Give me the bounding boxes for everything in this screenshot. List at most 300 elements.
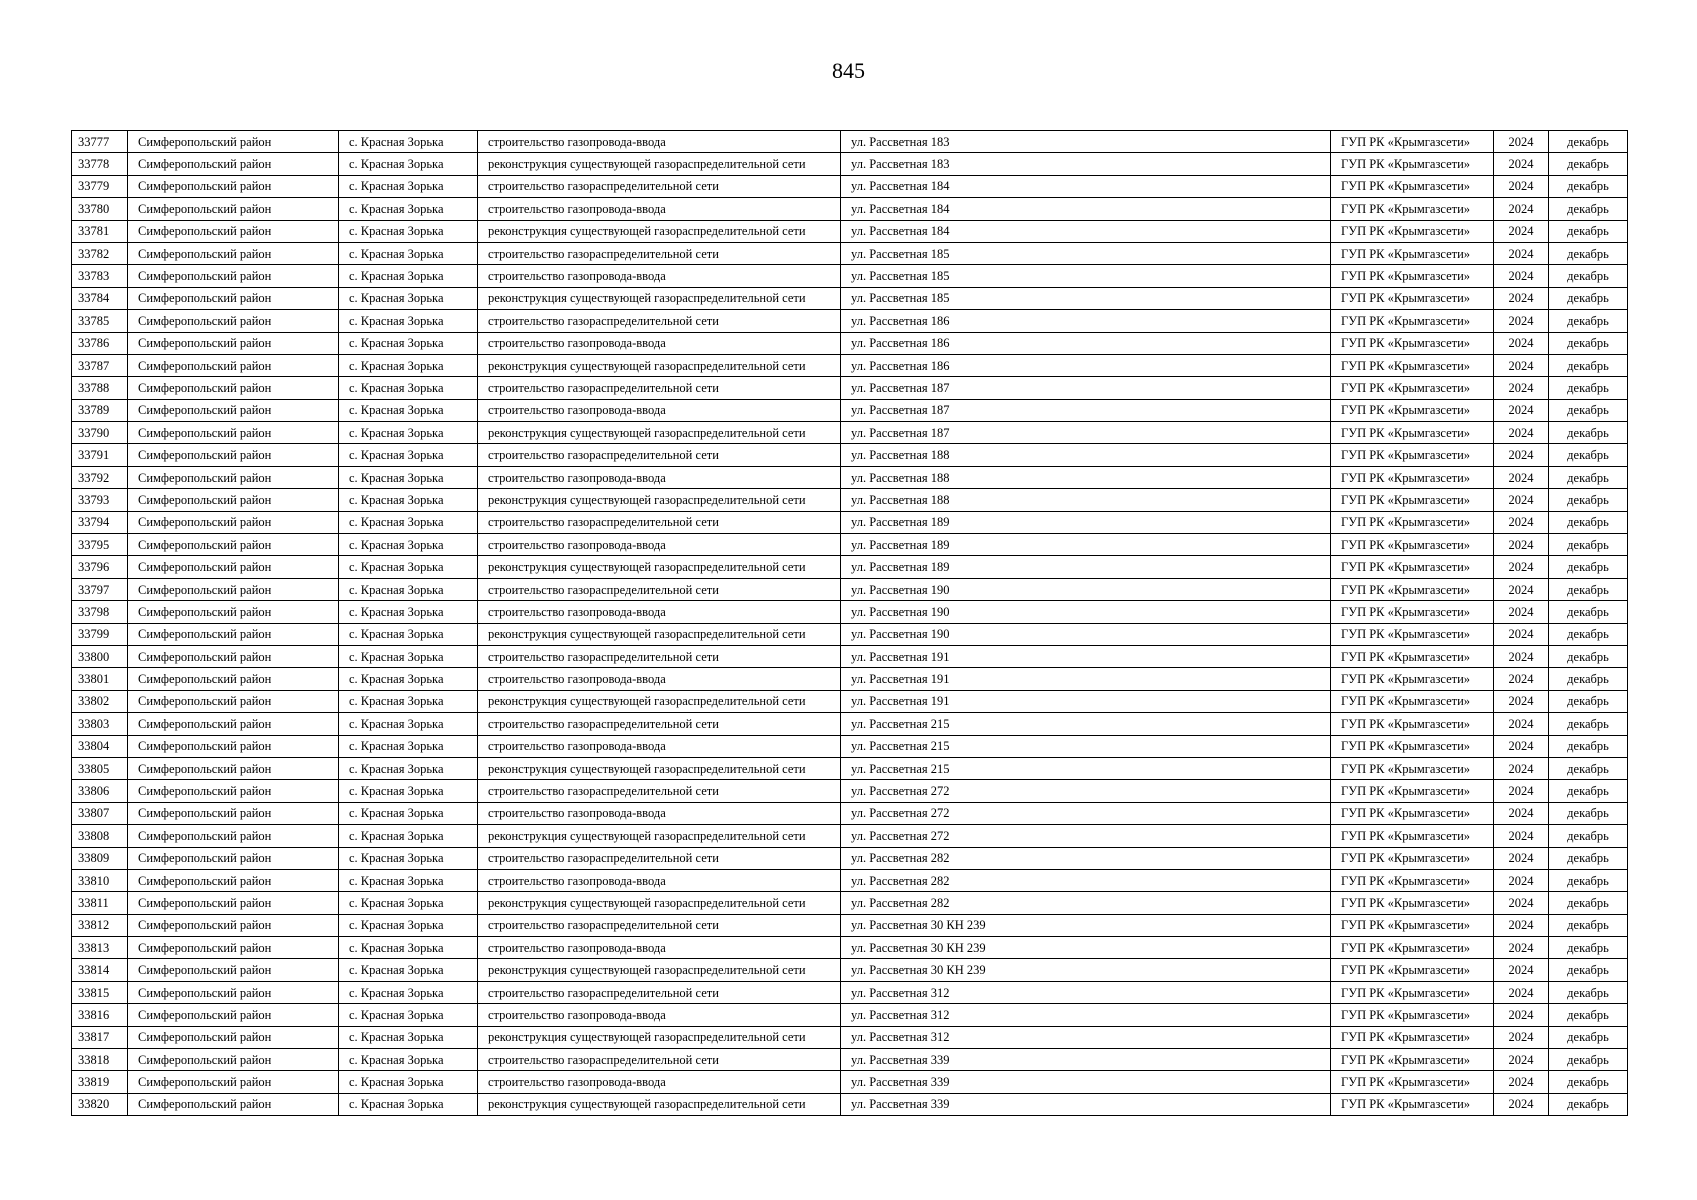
month-cell: декабрь — [1549, 690, 1628, 712]
record-number-cell: 33809 — [72, 847, 128, 869]
district-cell: Симферопольский район — [128, 1093, 339, 1115]
district-cell: Симферопольский район — [128, 847, 339, 869]
table-row — [72, 422, 1628, 444]
month-cell: декабрь — [1549, 466, 1628, 488]
organization-cell: ГУП РК «Крымгазсети» — [1331, 869, 1494, 891]
month-cell: декабрь — [1549, 757, 1628, 779]
organization-cell: ГУП РК «Крымгазсети» — [1331, 534, 1494, 556]
work-type-cell: строительство газопровода-ввода — [478, 198, 841, 220]
work-type-cell: строительство газопровода-ввода — [478, 668, 841, 690]
record-number-cell: 33804 — [72, 735, 128, 757]
settlement-cell: с. Красная Зорька — [339, 310, 478, 332]
settlement-cell: с. Красная Зорька — [339, 489, 478, 511]
month-cell: декабрь — [1549, 153, 1628, 175]
district-cell: Симферопольский район — [128, 623, 339, 645]
work-type-cell: реконструкция существующей газораспределительной сети — [478, 556, 841, 578]
month-cell: декабрь — [1549, 645, 1628, 667]
table-row — [72, 556, 1628, 578]
record-number-cell: 33807 — [72, 802, 128, 824]
work-type-cell: строительство газопровода-ввода — [478, 1004, 841, 1026]
organization-cell: ГУП РК «Крымгазсети» — [1331, 377, 1494, 399]
month-cell: декабрь — [1549, 354, 1628, 376]
work-type-cell: строительство газораспределительной сети — [478, 1049, 841, 1071]
table-row — [72, 1093, 1628, 1115]
organization-cell: ГУП РК «Крымгазсети» — [1331, 735, 1494, 757]
address-cell: ул. Рассветная 184 — [841, 220, 1331, 242]
table-row — [72, 690, 1628, 712]
district-cell: Симферопольский район — [128, 780, 339, 802]
record-number-cell: 33797 — [72, 578, 128, 600]
work-type-cell: реконструкция существующей газораспределительной сети — [478, 959, 841, 981]
table-row — [72, 220, 1628, 242]
address-cell: ул. Рассветная 191 — [841, 690, 1331, 712]
district-cell: Симферопольский район — [128, 153, 339, 175]
address-cell: ул. Рассветная 190 — [841, 623, 1331, 645]
year-cell: 2024 — [1494, 1026, 1549, 1048]
district-cell: Симферопольский район — [128, 690, 339, 712]
address-cell: ул. Рассветная 185 — [841, 265, 1331, 287]
organization-cell: ГУП РК «Крымгазсети» — [1331, 802, 1494, 824]
organization-cell: ГУП РК «Крымгазсети» — [1331, 825, 1494, 847]
year-cell: 2024 — [1494, 1093, 1549, 1115]
record-number-cell: 33802 — [72, 690, 128, 712]
table-row — [72, 914, 1628, 936]
district-cell: Симферопольский район — [128, 959, 339, 981]
year-cell: 2024 — [1494, 354, 1549, 376]
organization-cell: ГУП РК «Крымгазсети» — [1331, 220, 1494, 242]
year-cell: 2024 — [1494, 690, 1549, 712]
settlement-cell: с. Красная Зорька — [339, 1071, 478, 1093]
record-number-cell: 33785 — [72, 310, 128, 332]
district-cell: Симферопольский район — [128, 757, 339, 779]
settlement-cell: с. Красная Зорька — [339, 511, 478, 533]
year-cell: 2024 — [1494, 757, 1549, 779]
record-number-cell: 33815 — [72, 981, 128, 1003]
work-type-cell: строительство газораспределительной сети — [478, 377, 841, 399]
year-cell: 2024 — [1494, 892, 1549, 914]
settlement-cell: с. Красная Зорька — [339, 332, 478, 354]
organization-cell: ГУП РК «Крымгазсети» — [1331, 198, 1494, 220]
record-number-cell: 33783 — [72, 265, 128, 287]
organization-cell: ГУП РК «Крымгазсети» — [1331, 892, 1494, 914]
organization-cell: ГУП РК «Крымгазсети» — [1331, 645, 1494, 667]
address-cell: ул. Рассветная 186 — [841, 310, 1331, 332]
year-cell: 2024 — [1494, 444, 1549, 466]
settlement-cell: с. Красная Зорька — [339, 131, 478, 153]
address-cell: ул. Рассветная 185 — [841, 242, 1331, 264]
month-cell: декабрь — [1549, 444, 1628, 466]
record-number-cell: 33786 — [72, 332, 128, 354]
year-cell: 2024 — [1494, 645, 1549, 667]
month-cell: декабрь — [1549, 735, 1628, 757]
month-cell: декабрь — [1549, 802, 1628, 824]
organization-cell: ГУП РК «Крымгазсети» — [1331, 265, 1494, 287]
table-row — [72, 198, 1628, 220]
settlement-cell: с. Красная Зорька — [339, 1004, 478, 1026]
settlement-cell: с. Красная Зорька — [339, 578, 478, 600]
work-type-cell: строительство газопровода-ввода — [478, 534, 841, 556]
record-number-cell: 33779 — [72, 175, 128, 197]
work-type-cell: строительство газопровода-ввода — [478, 735, 841, 757]
year-cell: 2024 — [1494, 623, 1549, 645]
year-cell: 2024 — [1494, 220, 1549, 242]
settlement-cell: с. Красная Зорька — [339, 645, 478, 667]
organization-cell: ГУП РК «Крымгазсети» — [1331, 780, 1494, 802]
address-cell: ул. Рассветная 190 — [841, 578, 1331, 600]
month-cell: декабрь — [1549, 131, 1628, 153]
record-number-cell: 33791 — [72, 444, 128, 466]
table-row — [72, 377, 1628, 399]
year-cell: 2024 — [1494, 153, 1549, 175]
record-number-cell: 33790 — [72, 422, 128, 444]
address-cell: ул. Рассветная 30 КН 239 — [841, 914, 1331, 936]
table-row — [72, 892, 1628, 914]
work-type-cell: строительство газораспределительной сети — [478, 847, 841, 869]
month-cell: декабрь — [1549, 310, 1628, 332]
month-cell: декабрь — [1549, 937, 1628, 959]
record-number-cell: 33777 — [72, 131, 128, 153]
work-type-cell: строительство газопровода-ввода — [478, 399, 841, 421]
work-type-cell: строительство газораспределительной сети — [478, 713, 841, 735]
district-cell: Симферопольский район — [128, 937, 339, 959]
year-cell: 2024 — [1494, 578, 1549, 600]
table-row — [72, 332, 1628, 354]
organization-cell: ГУП РК «Крымгазсети» — [1331, 623, 1494, 645]
record-number-cell: 33782 — [72, 242, 128, 264]
table-row — [72, 959, 1628, 981]
table-row — [72, 937, 1628, 959]
settlement-cell: с. Красная Зорька — [339, 601, 478, 623]
work-type-cell: строительство газораспределительной сети — [478, 914, 841, 936]
district-cell: Симферопольский район — [128, 310, 339, 332]
year-cell: 2024 — [1494, 310, 1549, 332]
month-cell: декабрь — [1549, 265, 1628, 287]
table-row — [72, 534, 1628, 556]
address-cell: ул. Рассветная 339 — [841, 1093, 1331, 1115]
work-type-cell: строительство газопровода-ввода — [478, 131, 841, 153]
table-row — [72, 1026, 1628, 1048]
settlement-cell: с. Красная Зорька — [339, 959, 478, 981]
table-row — [72, 847, 1628, 869]
month-cell: декабрь — [1549, 1093, 1628, 1115]
table-row — [72, 489, 1628, 511]
organization-cell: ГУП РК «Крымгазсети» — [1331, 1093, 1494, 1115]
district-cell: Симферопольский район — [128, 466, 339, 488]
settlement-cell: с. Красная Зорька — [339, 466, 478, 488]
table-row — [72, 310, 1628, 332]
settlement-cell: с. Красная Зорька — [339, 242, 478, 264]
address-cell: ул. Рассветная 189 — [841, 556, 1331, 578]
table-row — [72, 354, 1628, 376]
settlement-cell: с. Красная Зорька — [339, 175, 478, 197]
work-type-cell: реконструкция существующей газораспределительной сети — [478, 1026, 841, 1048]
record-number-cell: 33798 — [72, 601, 128, 623]
district-cell: Симферопольский район — [128, 825, 339, 847]
district-cell: Симферопольский район — [128, 220, 339, 242]
year-cell: 2024 — [1494, 713, 1549, 735]
work-type-cell: строительство газопровода-ввода — [478, 332, 841, 354]
month-cell: декабрь — [1549, 332, 1628, 354]
work-type-cell: строительство газораспределительной сети — [478, 780, 841, 802]
record-number-cell: 33813 — [72, 937, 128, 959]
month-cell: декабрь — [1549, 1004, 1628, 1026]
year-cell: 2024 — [1494, 981, 1549, 1003]
settlement-cell: с. Красная Зорька — [339, 869, 478, 891]
address-cell: ул. Рассветная 339 — [841, 1071, 1331, 1093]
settlement-cell: с. Красная Зорька — [339, 757, 478, 779]
record-number-cell: 33820 — [72, 1093, 128, 1115]
year-cell: 2024 — [1494, 668, 1549, 690]
year-cell: 2024 — [1494, 735, 1549, 757]
record-number-cell: 33806 — [72, 780, 128, 802]
organization-cell: ГУП РК «Крымгазсети» — [1331, 466, 1494, 488]
record-number-cell: 33795 — [72, 534, 128, 556]
district-cell: Симферопольский район — [128, 735, 339, 757]
year-cell: 2024 — [1494, 489, 1549, 511]
district-cell: Симферопольский район — [128, 1004, 339, 1026]
month-cell: декабрь — [1549, 1049, 1628, 1071]
work-type-cell: реконструкция существующей газораспределительной сети — [478, 1093, 841, 1115]
work-type-cell: реконструкция существующей газораспределительной сети — [478, 354, 841, 376]
address-cell: ул. Рассветная 215 — [841, 735, 1331, 757]
record-number-cell: 33799 — [72, 623, 128, 645]
settlement-cell: с. Красная Зорька — [339, 153, 478, 175]
settlement-cell: с. Красная Зорька — [339, 713, 478, 735]
year-cell: 2024 — [1494, 802, 1549, 824]
month-cell: декабрь — [1549, 892, 1628, 914]
year-cell: 2024 — [1494, 332, 1549, 354]
work-type-cell: реконструкция существующей газораспределительной сети — [478, 690, 841, 712]
district-cell: Симферопольский район — [128, 914, 339, 936]
district-cell: Симферопольский район — [128, 354, 339, 376]
work-type-cell: строительство газопровода-ввода — [478, 802, 841, 824]
address-cell: ул. Рассветная 189 — [841, 511, 1331, 533]
address-cell: ул. Рассветная 30 КН 239 — [841, 959, 1331, 981]
address-cell: ул. Рассветная 312 — [841, 1004, 1331, 1026]
district-cell: Симферопольский район — [128, 287, 339, 309]
organization-cell: ГУП РК «Крымгазсети» — [1331, 422, 1494, 444]
record-number-cell: 33818 — [72, 1049, 128, 1071]
district-cell: Симферопольский район — [128, 422, 339, 444]
record-number-cell: 33780 — [72, 198, 128, 220]
settlement-cell: с. Красная Зорька — [339, 914, 478, 936]
record-number-cell: 33781 — [72, 220, 128, 242]
district-cell: Симферопольский район — [128, 377, 339, 399]
organization-cell: ГУП РК «Крымгазсети» — [1331, 713, 1494, 735]
district-cell: Симферопольский район — [128, 198, 339, 220]
district-cell: Симферопольский район — [128, 332, 339, 354]
table-row — [72, 780, 1628, 802]
organization-cell: ГУП РК «Крымгазсети» — [1331, 601, 1494, 623]
record-number-cell: 33803 — [72, 713, 128, 735]
settlement-cell: с. Красная Зорька — [339, 422, 478, 444]
year-cell: 2024 — [1494, 511, 1549, 533]
district-cell: Симферопольский район — [128, 265, 339, 287]
month-cell: декабрь — [1549, 869, 1628, 891]
organization-cell: ГУП РК «Крымгазсети» — [1331, 489, 1494, 511]
year-cell: 2024 — [1494, 422, 1549, 444]
organization-cell: ГУП РК «Крымгазсети» — [1331, 937, 1494, 959]
work-type-cell: строительство газопровода-ввода — [478, 601, 841, 623]
month-cell: декабрь — [1549, 1026, 1628, 1048]
year-cell: 2024 — [1494, 377, 1549, 399]
district-cell: Симферопольский район — [128, 869, 339, 891]
work-type-cell: строительство газораспределительной сети — [478, 645, 841, 667]
year-cell: 2024 — [1494, 131, 1549, 153]
year-cell: 2024 — [1494, 1071, 1549, 1093]
record-number-cell: 33812 — [72, 914, 128, 936]
address-cell: ул. Рассветная 339 — [841, 1049, 1331, 1071]
district-cell: Симферопольский район — [128, 534, 339, 556]
record-number-cell: 33816 — [72, 1004, 128, 1026]
work-type-cell: строительство газораспределительной сети — [478, 310, 841, 332]
table-row — [72, 1071, 1628, 1093]
district-cell: Симферопольский район — [128, 511, 339, 533]
organization-cell: ГУП РК «Крымгазсети» — [1331, 153, 1494, 175]
registry-table — [71, 130, 1628, 1116]
address-cell: ул. Рассветная 282 — [841, 892, 1331, 914]
month-cell: декабрь — [1549, 220, 1628, 242]
record-number-cell: 33800 — [72, 645, 128, 667]
month-cell: декабрь — [1549, 511, 1628, 533]
district-cell: Симферопольский район — [128, 668, 339, 690]
address-cell: ул. Рассветная 187 — [841, 399, 1331, 421]
district-cell: Симферопольский район — [128, 556, 339, 578]
table-row — [72, 153, 1628, 175]
month-cell: декабрь — [1549, 981, 1628, 1003]
table-row — [72, 287, 1628, 309]
organization-cell: ГУП РК «Крымгазсети» — [1331, 1026, 1494, 1048]
address-cell: ул. Рассветная 187 — [841, 422, 1331, 444]
year-cell: 2024 — [1494, 1004, 1549, 1026]
table-row — [72, 802, 1628, 824]
address-cell: ул. Рассветная 183 — [841, 153, 1331, 175]
record-number-cell: 33796 — [72, 556, 128, 578]
table-row — [72, 511, 1628, 533]
month-cell: декабрь — [1549, 623, 1628, 645]
address-cell: ул. Рассветная 183 — [841, 131, 1331, 153]
month-cell: декабрь — [1549, 556, 1628, 578]
table-row — [72, 668, 1628, 690]
organization-cell: ГУП РК «Крымгазсети» — [1331, 1004, 1494, 1026]
organization-cell: ГУП РК «Крымгазсети» — [1331, 242, 1494, 264]
settlement-cell: с. Красная Зорька — [339, 287, 478, 309]
record-number-cell: 33778 — [72, 153, 128, 175]
address-cell: ул. Рассветная 190 — [841, 601, 1331, 623]
record-number-cell: 33810 — [72, 869, 128, 891]
year-cell: 2024 — [1494, 869, 1549, 891]
organization-cell: ГУП РК «Крымгазсети» — [1331, 399, 1494, 421]
organization-cell: ГУП РК «Крымгазсети» — [1331, 847, 1494, 869]
district-cell: Симферопольский район — [128, 444, 339, 466]
month-cell: декабрь — [1549, 422, 1628, 444]
organization-cell: ГУП РК «Крымгазсети» — [1331, 556, 1494, 578]
month-cell: декабрь — [1549, 601, 1628, 623]
table-row — [72, 131, 1628, 153]
work-type-cell: реконструкция существующей газораспределительной сети — [478, 623, 841, 645]
year-cell: 2024 — [1494, 914, 1549, 936]
record-number-cell: 33789 — [72, 399, 128, 421]
record-number-cell: 33805 — [72, 757, 128, 779]
page-number: 845 — [832, 58, 865, 83]
work-type-cell: строительство газораспределительной сети — [478, 444, 841, 466]
address-cell: ул. Рассветная 188 — [841, 489, 1331, 511]
month-cell: декабрь — [1549, 242, 1628, 264]
month-cell: декабрь — [1549, 1071, 1628, 1093]
work-type-cell: реконструкция существующей газораспределительной сети — [478, 892, 841, 914]
address-cell: ул. Рассветная 191 — [841, 645, 1331, 667]
work-type-cell: строительство газопровода-ввода — [478, 466, 841, 488]
record-number-cell: 33811 — [72, 892, 128, 914]
district-cell: Симферопольский район — [128, 601, 339, 623]
month-cell: декабрь — [1549, 377, 1628, 399]
district-cell: Симферопольский район — [128, 802, 339, 824]
address-cell: ул. Рассветная 215 — [841, 757, 1331, 779]
settlement-cell: с. Красная Зорька — [339, 198, 478, 220]
settlement-cell: с. Красная Зорька — [339, 399, 478, 421]
work-type-cell: реконструкция существующей газораспределительной сети — [478, 287, 841, 309]
work-type-cell: строительство газораспределительной сети — [478, 578, 841, 600]
table-row — [72, 869, 1628, 891]
table-row — [72, 645, 1628, 667]
year-cell: 2024 — [1494, 601, 1549, 623]
year-cell: 2024 — [1494, 847, 1549, 869]
address-cell: ул. Рассветная 272 — [841, 802, 1331, 824]
organization-cell: ГУП РК «Крымгазсети» — [1331, 511, 1494, 533]
district-cell: Симферопольский район — [128, 242, 339, 264]
district-cell: Симферопольский район — [128, 131, 339, 153]
work-type-cell: реконструкция существующей газораспределительной сети — [478, 220, 841, 242]
work-type-cell: строительство газопровода-ввода — [478, 869, 841, 891]
table-row — [72, 825, 1628, 847]
address-cell: ул. Рассветная 30 КН 239 — [841, 937, 1331, 959]
table-row — [72, 713, 1628, 735]
settlement-cell: с. Красная Зорька — [339, 1026, 478, 1048]
year-cell: 2024 — [1494, 287, 1549, 309]
organization-cell: ГУП РК «Крымгазсети» — [1331, 981, 1494, 1003]
month-cell: декабрь — [1549, 489, 1628, 511]
settlement-cell: с. Красная Зорька — [339, 1049, 478, 1071]
settlement-cell: с. Красная Зорька — [339, 265, 478, 287]
settlement-cell: с. Красная Зорька — [339, 690, 478, 712]
organization-cell: ГУП РК «Крымгазсети» — [1331, 287, 1494, 309]
organization-cell: ГУП РК «Крымгазсети» — [1331, 959, 1494, 981]
work-type-cell: реконструкция существующей газораспределительной сети — [478, 757, 841, 779]
settlement-cell: с. Красная Зорька — [339, 377, 478, 399]
address-cell: ул. Рассветная 188 — [841, 466, 1331, 488]
district-cell: Симферопольский район — [128, 1026, 339, 1048]
month-cell: декабрь — [1549, 780, 1628, 802]
table-row — [72, 1049, 1628, 1071]
year-cell: 2024 — [1494, 825, 1549, 847]
settlement-cell: с. Красная Зорька — [339, 825, 478, 847]
address-cell: ул. Рассветная 187 — [841, 377, 1331, 399]
year-cell: 2024 — [1494, 399, 1549, 421]
record-number-cell: 33817 — [72, 1026, 128, 1048]
year-cell: 2024 — [1494, 780, 1549, 802]
address-cell: ул. Рассветная 215 — [841, 713, 1331, 735]
settlement-cell: с. Красная Зорька — [339, 444, 478, 466]
district-cell: Симферопольский район — [128, 892, 339, 914]
settlement-cell: с. Красная Зорька — [339, 802, 478, 824]
organization-cell: ГУП РК «Крымгазсети» — [1331, 757, 1494, 779]
table-row — [72, 1004, 1628, 1026]
address-cell: ул. Рассветная 184 — [841, 175, 1331, 197]
work-type-cell: строительство газопровода-ввода — [478, 1071, 841, 1093]
record-number-cell: 33787 — [72, 354, 128, 376]
organization-cell: ГУП РК «Крымгазсети» — [1331, 332, 1494, 354]
record-number-cell: 33794 — [72, 511, 128, 533]
